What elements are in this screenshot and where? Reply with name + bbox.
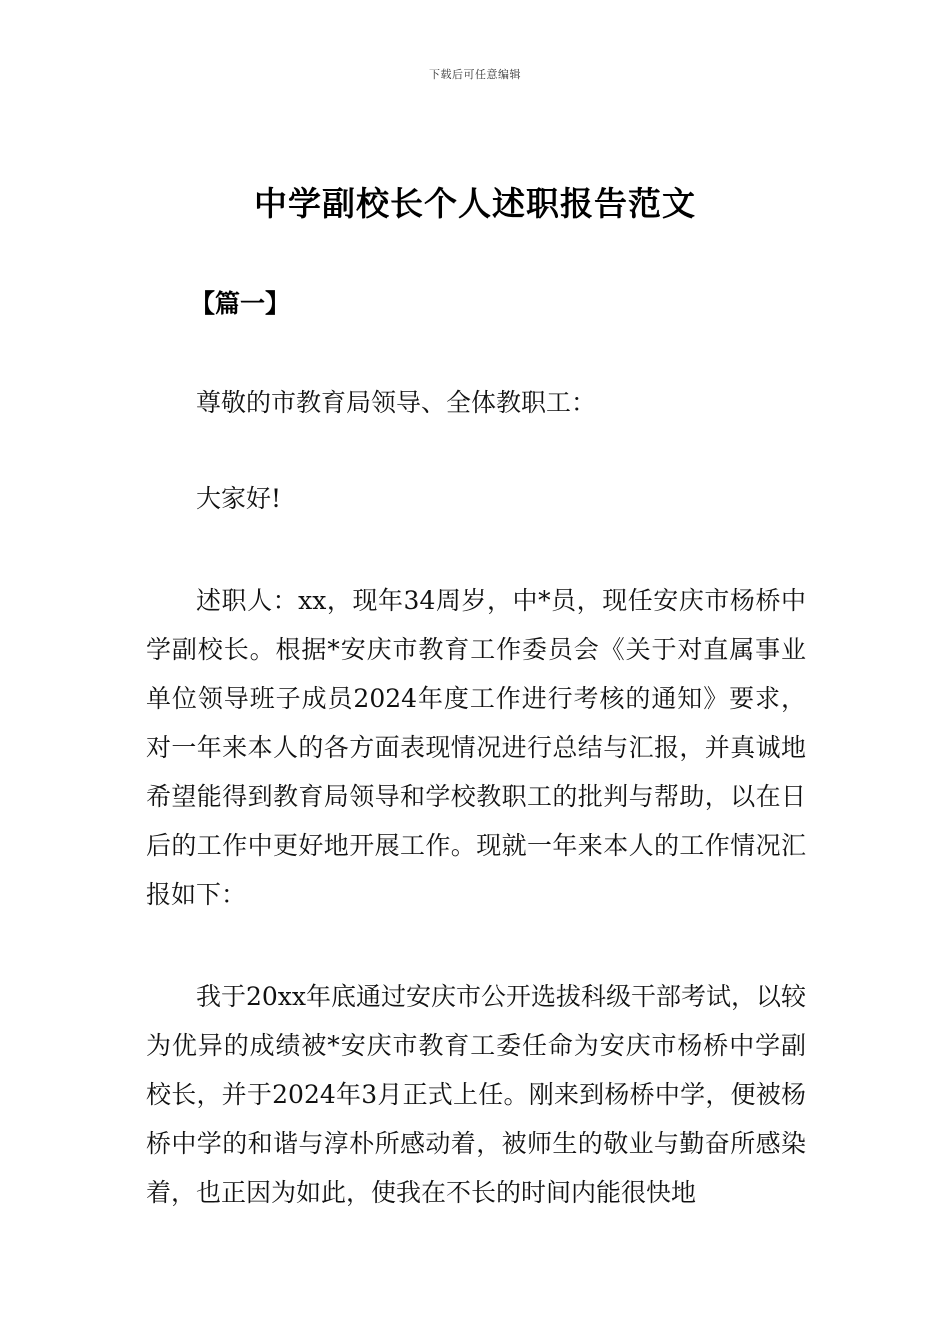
body-paragraph: 我于20xx年底通过安庆市公开选拔科级干部考试，以较为优异的成绩被*安庆市教育工委任命为安庆市杨桥中学副校长，并于2024年3月正式上任。刚来到杨桥中学，便被杨桥中学的和谐与淳朴所感动着，被师生的敬业与勤奋所感染着，也正因为如此，使我在不长的时间内能很快地 xyxy=(146,982,807,1207)
header-note: 下载后可任意编辑 xyxy=(429,68,521,81)
section-label: 【篇一】 xyxy=(190,289,291,318)
greeting-paragraph: 大家好! xyxy=(196,484,282,513)
salutation-paragraph: 尊敬的市教育局领导、全体教职工： xyxy=(196,388,597,417)
document-title: 中学副校长个人述职报告范文 xyxy=(254,184,696,223)
body-paragraph: 述职人：xx，现年34周岁，中*员，现任安庆市杨桥中学副校长。根据*安庆市教育工作委员会《关于对直属事业单位领导班子成员2024年度工作进行考核的通知》要求，对一年来本人的各方面表现情况进行总结与汇报，并真诚地希望能得到教育局领导和学校教职工的批判与帮助，以在日后的工作中更好地开展工作。现就一年来本人的工作情况汇报如下： xyxy=(146,586,806,909)
